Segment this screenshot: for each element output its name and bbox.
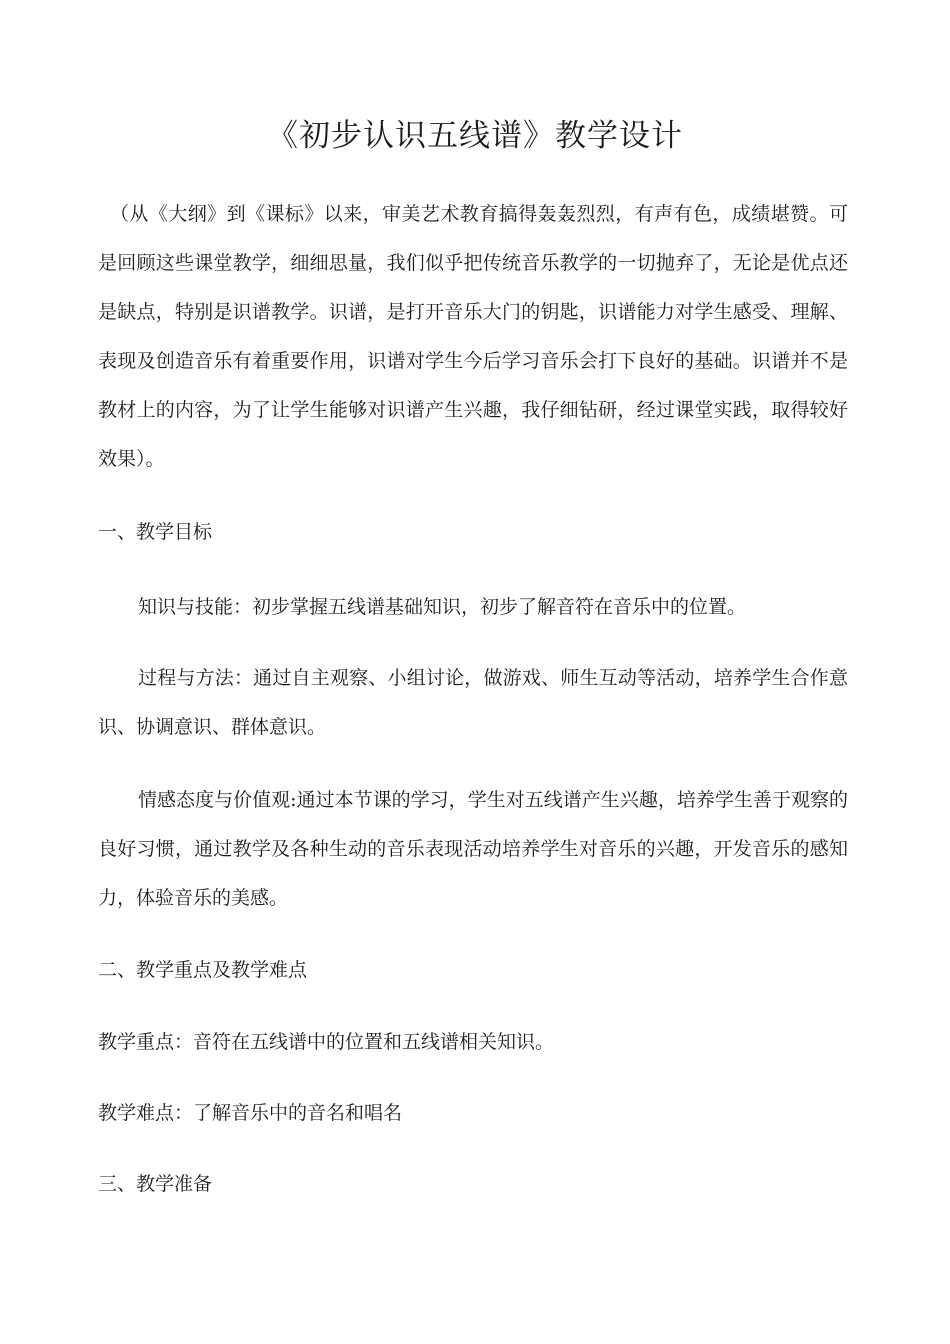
difficult-point-paragraph: 教学难点：了解音乐中的音名和唱名 (98, 1102, 403, 1124)
intro-paragraph: （从《大纲》到《课标》以来，审美艺术教育搞得轰轰烈烈，有声有色，成绩堪赞。可是回顾这些课堂教学，细细思量，我们似乎把传统音乐教学的一切抛弃了，无论是优点还是缺点，特别是识谱教学。识谱，是打开音乐大门的钥匙，识谱能力对学生感受、理解、表现及创造音乐有着重要作用，识谱对学生今后学习音乐会打下良好的基础。识谱并不是教材上的内容，为了让学生能够对识谱产生兴趣，我仔细钻研，经过课堂实践，取得较好效果）。 (98, 203, 848, 470)
key-point-paragraph: 教学重点：音符在五线谱中的位置和五线谱相关知识。 (98, 1031, 555, 1053)
section-heading-key-points: 二、教学重点及教学难点 (98, 959, 308, 981)
goal-knowledge-paragraph: 知识与技能：初步掌握五线谱基础知识，初步了解音符在音乐中的位置。 (138, 596, 747, 618)
goal-process-paragraph: 过程与方法：通过自主观察、小组讨论，做游戏、师生互动等活动，培养学生合作意识、协调意识、群体意识。 (98, 667, 848, 738)
document-title: 《初步认识五线谱》教学设计 (267, 118, 683, 154)
goal-emotion-paragraph: 情感态度与价值观:通过本节课的学习，学生对五线谱产生兴趣，培养学生善于观察的良好习惯，通过教学及各种生动的音乐表现活动培养学生对音乐的兴趣，开发音乐的感知力，体验音乐的美感。 (98, 789, 848, 909)
section-heading-preparation: 三、教学准备 (98, 1173, 213, 1195)
section-heading-goals: 一、教学目标 (98, 521, 213, 543)
